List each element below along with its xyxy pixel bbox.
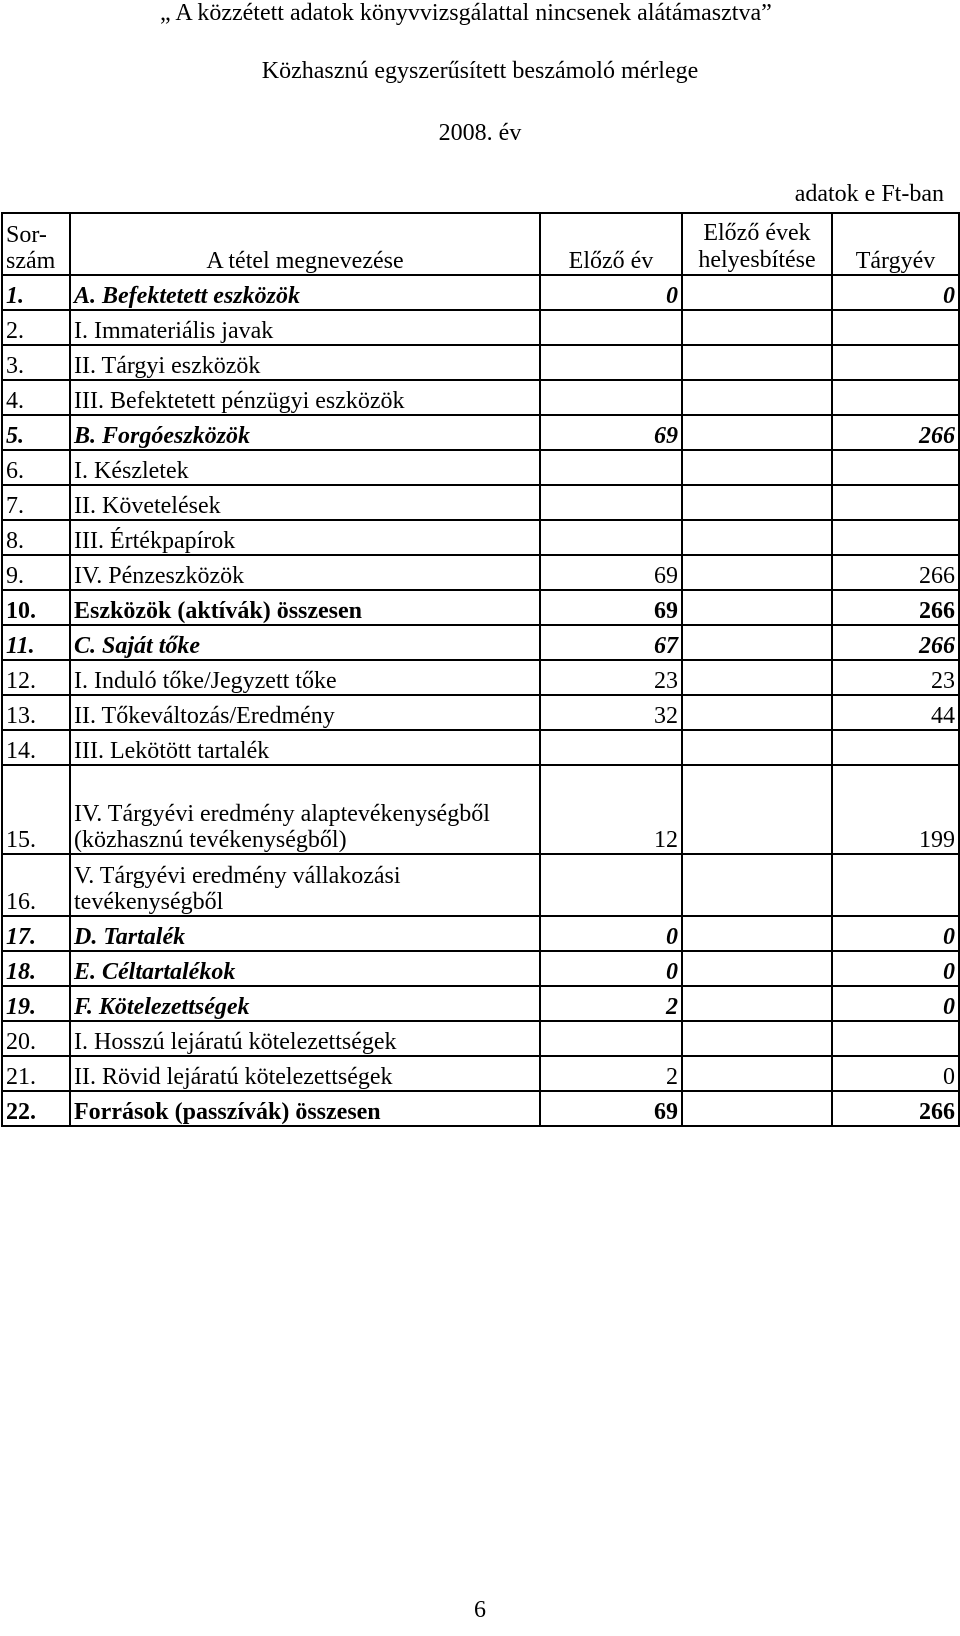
row-current-year-value [832,730,959,765]
row-item-name: B. Forgóeszközök [70,415,540,450]
table-row [2,695,959,730]
header-previous-adjustments-text: Előző évek helyesbítése [698,220,816,273]
row-item-name: II. Követelések [70,485,540,520]
row-item-name: I. Készletek [70,450,540,485]
header-serial-number [2,213,70,275]
row-item-name: V. Tárgyévi eredmény vállakozási tevékenységből [70,854,540,916]
row-adjustment-value [682,765,832,854]
row-serial-number: 9. [2,555,70,590]
row-adjustment-value [682,450,832,485]
table-row [2,310,959,345]
row-current-year-value [832,854,959,916]
row-serial-number: 12. [2,660,70,695]
row-item-name: D. Tartalék [70,916,540,951]
table-row [2,951,959,986]
row-item-name: A. Befektetett eszközök [70,275,540,310]
table-row [2,765,959,854]
row-current-year-value [832,485,959,520]
row-serial-number: 1. [2,275,70,310]
row-current-year-value: 266 [832,590,959,625]
row-previous-year-value: 69 [540,590,682,625]
row-previous-year-value [540,345,682,380]
row-current-year-value [832,520,959,555]
row-serial-number: 19. [2,986,70,1021]
row-serial-number: 21. [2,1056,70,1091]
row-serial-number: 4. [2,380,70,415]
document-title: Közhasznú egyszerűsített beszámoló mérlege [261,58,699,84]
row-adjustment-value [682,380,832,415]
row-item-name: Források (passzívák) összesen [70,1091,540,1126]
row-adjustment-value [682,1056,832,1091]
table-row [2,660,959,695]
row-serial-number: 8. [2,520,70,555]
row-serial-number: 5. [2,415,70,450]
row-previous-year-value [540,380,682,415]
row-adjustment-value [682,625,832,660]
row-item-name: II. Tőkeváltozás/Eredmény [70,695,540,730]
row-current-year-value [832,1021,959,1056]
row-current-year-value: 266 [832,1091,959,1126]
table-header-row [2,213,959,275]
row-item-name: I. Induló tőke/Jegyzett tőke [70,660,540,695]
row-current-year-value: 23 [832,660,959,695]
table-row [2,1091,959,1126]
table-row [2,485,959,520]
row-serial-number: 3. [2,345,70,380]
row-current-year-value: 266 [832,625,959,660]
row-item-name: I. Hosszú lejáratú kötelezettségek [70,1021,540,1056]
table-row [2,520,959,555]
row-current-year-value [832,345,959,380]
row-adjustment-value [682,485,832,520]
row-adjustment-value [682,520,832,555]
row-current-year-value [832,310,959,345]
row-serial-number: 14. [2,730,70,765]
header-current-year: Tárgyév [832,213,959,275]
row-item-name: F. Kötelezettségek [70,986,540,1021]
page-number: 6 [474,1597,486,1623]
row-current-year-value: 199 [832,765,959,854]
row-item-name: I. Immateriális javak [70,310,540,345]
row-serial-number: 13. [2,695,70,730]
row-previous-year-value: 23 [540,660,682,695]
row-serial-number: 16. [2,854,70,916]
row-adjustment-value [682,916,832,951]
row-current-year-value: 0 [832,275,959,310]
row-item-name: III. Értékpapírok [70,520,540,555]
row-previous-year-value [540,450,682,485]
header-previous-year: Előző év [540,213,682,275]
row-adjustment-value [682,1021,832,1056]
header-item-name: A tétel megnevezése [70,213,540,275]
row-previous-year-value [540,520,682,555]
table-row [2,730,959,765]
row-adjustment-value [682,345,832,380]
row-adjustment-value [682,275,832,310]
balance-sheet-table [1,212,960,1127]
table-row [2,345,959,380]
row-item-name: II. Rövid lejáratú kötelezettségek [70,1056,540,1091]
table-row [2,854,959,916]
row-adjustment-value [682,415,832,450]
table-row [2,380,959,415]
row-adjustment-value [682,310,832,345]
row-previous-year-value: 32 [540,695,682,730]
row-item-name: C. Saját tőke [70,625,540,660]
row-adjustment-value [682,1091,832,1126]
row-adjustment-value [682,986,832,1021]
row-current-year-value: 0 [832,916,959,951]
row-current-year-value: 0 [832,986,959,1021]
table-row [2,415,959,450]
row-item-name: Eszközök (aktívák) összesen [70,590,540,625]
row-serial-number: 7. [2,485,70,520]
row-serial-number: 15. [2,765,70,854]
row-current-year-value: 266 [832,415,959,450]
row-serial-number: 17. [2,916,70,951]
row-current-year-value: 266 [832,555,959,590]
unit-note: adatok e Ft-ban [794,181,944,207]
row-item-name: II. Tárgyi eszközök [70,345,540,380]
report-year: 2008. év [438,120,522,146]
row-serial-number: 22. [2,1091,70,1126]
row-serial-number: 10. [2,590,70,625]
row-previous-year-value [540,485,682,520]
disclaimer-note: „ A közzétett adatok könyvvizsgálattal nincsenek alátámasztva” [160,0,772,26]
row-item-name: IV. Tárgyévi eredmény alaptevékenységből (közhasznú tevékenységből) [70,765,540,854]
header-serial-number-text: Sor- szám [6,222,56,274]
row-serial-number: 18. [2,951,70,986]
row-previous-year-value: 2 [540,1056,682,1091]
row-previous-year-value [540,730,682,765]
row-previous-year-value: 69 [540,555,682,590]
row-current-year-value [832,450,959,485]
table-row [2,986,959,1021]
row-adjustment-value [682,730,832,765]
row-previous-year-value: 0 [540,951,682,986]
row-item-name: III. Befektetett pénzügyi eszközök [70,380,540,415]
row-item-name: E. Céltartalékok [70,951,540,986]
table-row [2,916,959,951]
row-current-year-value: 0 [832,1056,959,1091]
table-row [2,1056,959,1091]
row-previous-year-value: 2 [540,986,682,1021]
row-current-year-value [832,380,959,415]
table-row [2,590,959,625]
row-previous-year-value: 0 [540,275,682,310]
row-adjustment-value [682,951,832,986]
row-adjustment-value [682,854,832,916]
row-serial-number: 11. [2,625,70,660]
row-current-year-value: 44 [832,695,959,730]
row-adjustment-value [682,660,832,695]
row-serial-number: 6. [2,450,70,485]
row-adjustment-value [682,695,832,730]
row-previous-year-value [540,854,682,916]
row-item-name: IV. Pénzeszközök [70,555,540,590]
row-previous-year-value [540,310,682,345]
row-previous-year-value: 12 [540,765,682,854]
row-previous-year-value: 0 [540,916,682,951]
row-serial-number: 2. [2,310,70,345]
row-previous-year-value: 69 [540,415,682,450]
row-item-name: III. Lekötött tartalék [70,730,540,765]
header-previous-adjustments [682,213,832,275]
row-adjustment-value [682,555,832,590]
table-row [2,275,959,310]
row-previous-year-value: 69 [540,1091,682,1126]
row-current-year-value: 0 [832,951,959,986]
table-row [2,450,959,485]
row-previous-year-value [540,1021,682,1056]
table-row [2,625,959,660]
row-previous-year-value: 67 [540,625,682,660]
table-row [2,1021,959,1056]
row-adjustment-value [682,590,832,625]
row-serial-number: 20. [2,1021,70,1056]
table-row [2,555,959,590]
